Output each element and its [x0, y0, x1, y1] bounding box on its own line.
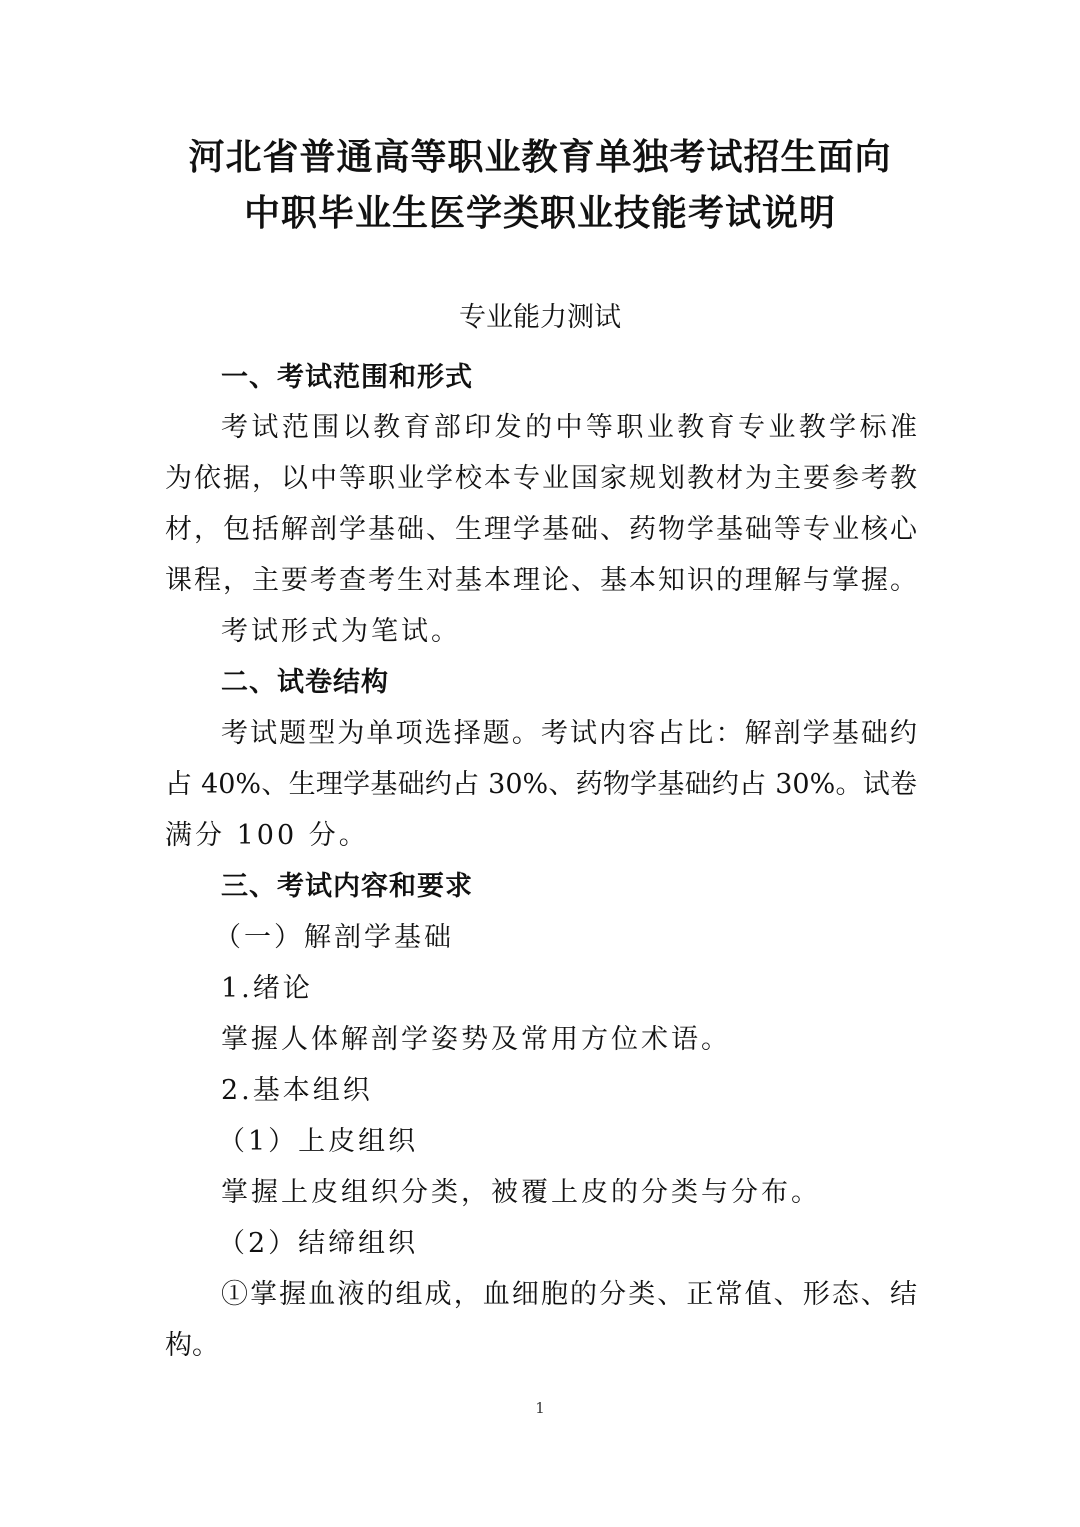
title-line-1: 河北省普通高等职业教育单独考试招生面向 — [188, 137, 892, 178]
section3-item1-title: 1.绪论 — [221, 973, 313, 1004]
section1-para1-line2: 为依据，以中等职业学校本专业国家规划教材为主要参考教 — [165, 463, 917, 494]
section3-item2-sub1: （1）上皮组织 — [218, 1126, 419, 1157]
section1-heading: 一、考试范围和形式 — [221, 362, 473, 393]
section2-heading: 二、试卷结构 — [221, 667, 389, 698]
section3-item2-sub2-text-line2: 构。 — [165, 1330, 219, 1361]
section3-heading: 三、考试内容和要求 — [221, 871, 473, 902]
section3-item2-sub2-text-line1: ①掌握血液的组成，血细胞的分类、正常值、形态、结 — [221, 1279, 917, 1310]
section2-para-line1: 考试题型为单项选择题。考试内容占比：解剖学基础约 — [221, 718, 917, 749]
title-line-2: 中职毕业生医学类职业技能考试说明 — [243, 193, 836, 234]
section1-para2: 考试形式为笔试。 — [221, 616, 461, 647]
section3-item2-sub1-text: 掌握上皮组织分类，被覆上皮的分类与分布。 — [221, 1177, 821, 1208]
section1-para1-line4: 课程，主要考查考生对基本理论、基本知识的理解与掌握。 — [165, 565, 917, 596]
subtitle: 专业能力测试 — [459, 302, 621, 333]
page-number: 1 — [535, 1399, 545, 1417]
section1-para1-line1: 考试范围以教育部印发的中等职业教育专业教学标准 — [221, 412, 917, 443]
section3-item1-text: 掌握人体解剖学姿势及常用方位术语。 — [221, 1024, 731, 1055]
section1-para1-line3: 材，包括解剖学基础、生理学基础、药物学基础等专业核心 — [165, 514, 917, 545]
section3-sub1: （一）解剖学基础 — [214, 922, 454, 953]
section2-para-line3: 满分 100 分。 — [165, 820, 369, 851]
section2-para-line2: 占 40%、生理学基础约占 30%、药物学基础约占 30%。试卷 — [165, 769, 917, 800]
section3-item2-sub2: （2）结缔组织 — [218, 1228, 419, 1259]
section3-item2-title: 2.基本组织 — [221, 1075, 373, 1106]
